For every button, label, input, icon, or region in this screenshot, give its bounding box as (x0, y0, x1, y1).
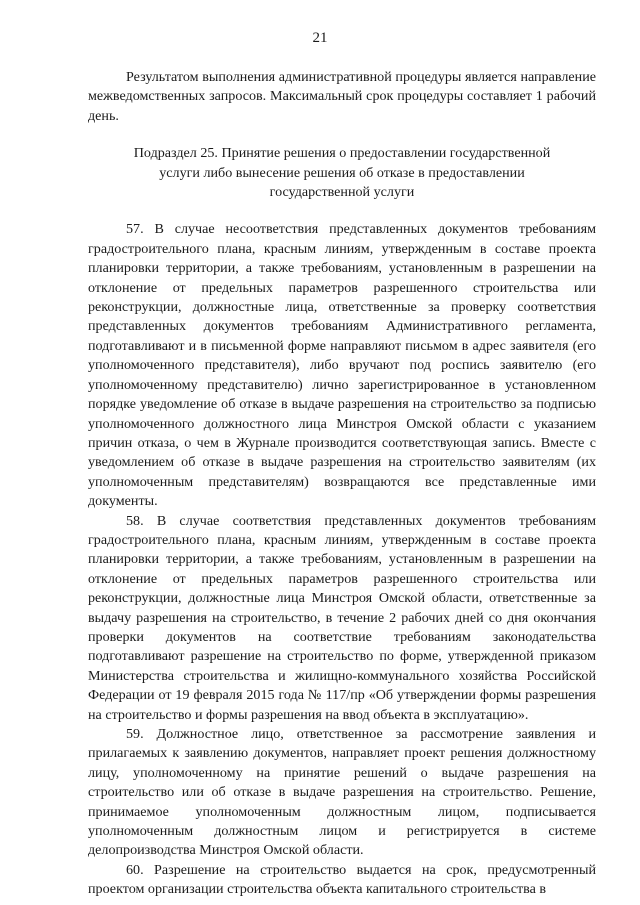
document-body (88, 68, 596, 900)
paragraph-59: 59. Должностное лицо, ответственное за рассмотрение заявления и прилагаемых к заявлению документов, направляет проект решения должностному лицу, уполномоченному на принятие решений о выдаче разрешения на строительство или об отказе в выдаче разрешения на строительство. Решение, принимаемое уполномоченным должностным лицом, подписывается уполномоченным должностным лицом и регистрируется в системе делопроизводства Минстроя Омской области. (88, 726, 596, 859)
paragraph-58: 58. В случае соответствия представленных документов требованиям градостроительного плана, красным линиям, утвержденным в составе проекта планировки территории, а также требованиям, установленным в разрешении на отклонение от предельных параметров разрешенного строительства или реконструкции, должностные лица Минстроя Омской области, ответственные за выдачу разрешения на строительство, в течение 2 рабочих дней со дня окончания проверки документов на соответствие требованиям законодательства подготавливают разрешение на строительство по форме, утвержденной приказом Министерства строительства и жилищно-коммунального хозяйства Российской Федерации от 19 февраля 2015 года № 117/пр «Об утверждении формы разрешения на строительство и формы разрешения на ввод объекта в эксплуатацию». (88, 512, 596, 723)
paragraph-60: 60. Разрешение на строительство выдается на срок, предусмотренный проектом организации строительства объекта капитального строительства в (88, 861, 596, 898)
intro-paragraph: Результатом выполнения административной процедуры является направление межведомственных запросов. Максимальный срок процедуры составляет 1 рабочий день. (88, 69, 596, 124)
section-heading: Подраздел 25. Принятие решения о предоставлении государственной услуги либо вынесение решения об отказе в предоставлении государственной услуги (133, 145, 551, 201)
paragraph-57: 57. В случае несоответствия представленных документов требованиям градостроительного плана, красным линиям, утвержденным в составе проекта планировки территории, а также требованиям, установленным в разрешении на отклонение от предельных параметров разрешенного строительства или реконструкции, должностные лица, ответственные за проверку соответствия представленных документов требованиям Административного регламента, подготавливают и в письменной форме направляют письмом в адрес заявителя (его уполномоченного представителя), либо вручают под роспись заявителю (его уполномоченному представителю) лично зарегистрированное в установленном порядке уведомление об отказе в выдаче разрешения на строительство за подписью уполномоченного должностного лица Минстроя Омской области с указанием причин отказа, о чем в Журнале производится соответствующая запись. Вместе с уведомлением об отказе в выдаче разрешения на строительство заявителям (их уполномоченным представителям) возвращаются все представленные ими документы. (88, 221, 596, 510)
page-number: 21 (312, 30, 328, 46)
